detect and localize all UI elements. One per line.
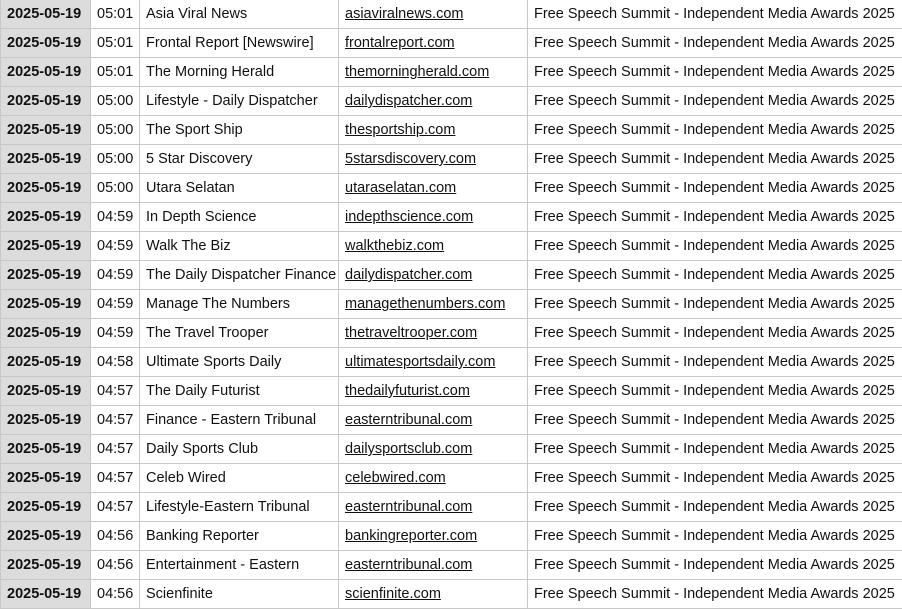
website-cell [339, 29, 528, 58]
website-link[interactable]: thedailyfuturist.com [345, 383, 470, 399]
outlet-name-cell: The Sport Ship [140, 116, 339, 145]
date-cell: 2025-05-19 [1, 58, 91, 87]
time-cell: 05:01 [91, 29, 140, 58]
website-cell [339, 522, 528, 551]
table-row [1, 87, 902, 116]
time-cell: 04:57 [91, 406, 140, 435]
website-link[interactable]: easterntribunal.com [345, 412, 472, 428]
website-cell [339, 87, 528, 116]
website-cell [339, 319, 528, 348]
website-link[interactable]: indepthscience.com [345, 209, 473, 225]
date-cell: 2025-05-19 [1, 29, 91, 58]
date-cell: 2025-05-19 [1, 406, 91, 435]
website-link[interactable]: thesportship.com [345, 122, 455, 138]
time-cell: 04:59 [91, 290, 140, 319]
time-cell: 04:59 [91, 261, 140, 290]
website-link[interactable]: ultimatesportsdaily.com [345, 354, 495, 370]
date-cell: 2025-05-19 [1, 0, 91, 29]
website-link[interactable]: walkthebiz.com [345, 238, 444, 254]
table-row [1, 493, 902, 522]
website-link[interactable]: celebwired.com [345, 470, 446, 486]
event-cell: Free Speech Summit - Independent Media Awards 2025 [528, 406, 902, 435]
table-row [1, 290, 902, 319]
event-cell: Free Speech Summit - Independent Media Awards 2025 [528, 203, 902, 232]
date-cell: 2025-05-19 [1, 87, 91, 116]
event-cell: Free Speech Summit - Independent Media Awards 2025 [528, 58, 902, 87]
date-cell: 2025-05-19 [1, 551, 91, 580]
time-cell: 05:00 [91, 174, 140, 203]
outlet-name-cell: Asia Viral News [140, 0, 339, 29]
coverage-table-body [1, 0, 902, 609]
date-cell: 2025-05-19 [1, 377, 91, 406]
outlet-name-cell: Finance - Eastern Tribunal [140, 406, 339, 435]
website-cell [339, 203, 528, 232]
date-cell: 2025-05-19 [1, 580, 91, 609]
website-cell [339, 377, 528, 406]
event-cell: Free Speech Summit - Independent Media Awards 2025 [528, 87, 902, 116]
event-cell: Free Speech Summit - Independent Media Awards 2025 [528, 116, 902, 145]
website-cell [339, 464, 528, 493]
outlet-name-cell: Banking Reporter [140, 522, 339, 551]
website-cell [339, 406, 528, 435]
date-cell: 2025-05-19 [1, 435, 91, 464]
website-link[interactable]: utaraselatan.com [345, 180, 456, 196]
event-cell: Free Speech Summit - Independent Media Awards 2025 [528, 377, 902, 406]
date-cell: 2025-05-19 [1, 493, 91, 522]
website-link[interactable]: asiaviralnews.com [345, 6, 463, 22]
outlet-name-cell: Lifestyle - Daily Dispatcher [140, 87, 339, 116]
time-cell: 04:58 [91, 348, 140, 377]
website-cell [339, 116, 528, 145]
website-link[interactable]: themorningherald.com [345, 64, 489, 80]
website-cell [339, 232, 528, 261]
website-link[interactable]: easterntribunal.com [345, 499, 472, 515]
outlet-name-cell: Utara Selatan [140, 174, 339, 203]
time-cell: 04:57 [91, 377, 140, 406]
table-row [1, 435, 902, 464]
time-cell: 05:01 [91, 0, 140, 29]
outlet-name-cell: Daily Sports Club [140, 435, 339, 464]
website-link[interactable]: bankingreporter.com [345, 528, 477, 544]
website-link[interactable]: easterntribunal.com [345, 557, 472, 573]
outlet-name-cell: Lifestyle-Eastern Tribunal [140, 493, 339, 522]
website-cell [339, 145, 528, 174]
date-cell: 2025-05-19 [1, 232, 91, 261]
time-cell: 04:59 [91, 319, 140, 348]
table-row [1, 145, 902, 174]
event-cell: Free Speech Summit - Independent Media Awards 2025 [528, 493, 902, 522]
outlet-name-cell: Celeb Wired [140, 464, 339, 493]
website-link[interactable]: dailysportsclub.com [345, 441, 472, 457]
website-cell [339, 261, 528, 290]
event-cell: Free Speech Summit - Independent Media Awards 2025 [528, 174, 902, 203]
date-cell: 2025-05-19 [1, 203, 91, 232]
website-link[interactable]: dailydispatcher.com [345, 267, 472, 283]
outlet-name-cell: 5 Star Discovery [140, 145, 339, 174]
time-cell: 04:57 [91, 464, 140, 493]
time-cell: 04:56 [91, 551, 140, 580]
website-cell [339, 348, 528, 377]
table-row [1, 58, 902, 87]
time-cell: 04:56 [91, 580, 140, 609]
table-row [1, 580, 902, 609]
event-cell: Free Speech Summit - Independent Media Awards 2025 [528, 29, 902, 58]
date-cell: 2025-05-19 [1, 261, 91, 290]
table-row [1, 319, 902, 348]
website-link[interactable]: scienfinite.com [345, 586, 441, 602]
outlet-name-cell: Entertainment - Eastern [140, 551, 339, 580]
outlet-name-cell: The Travel Trooper [140, 319, 339, 348]
outlet-name-cell: Frontal Report [Newswire] [140, 29, 339, 58]
date-cell: 2025-05-19 [1, 319, 91, 348]
time-cell: 05:00 [91, 145, 140, 174]
outlet-name-cell: The Daily Dispatcher Finance [140, 261, 339, 290]
event-cell: Free Speech Summit - Independent Media Awards 2025 [528, 319, 902, 348]
date-cell: 2025-05-19 [1, 522, 91, 551]
time-cell: 05:00 [91, 87, 140, 116]
date-cell: 2025-05-19 [1, 464, 91, 493]
website-cell [339, 580, 528, 609]
table-row [1, 0, 902, 29]
website-cell [339, 58, 528, 87]
outlet-name-cell: The Morning Herald [140, 58, 339, 87]
website-cell [339, 551, 528, 580]
time-cell: 05:00 [91, 116, 140, 145]
date-cell: 2025-05-19 [1, 145, 91, 174]
time-cell: 04:59 [91, 232, 140, 261]
outlet-name-cell: Walk The Biz [140, 232, 339, 261]
event-cell: Free Speech Summit - Independent Media Awards 2025 [528, 261, 902, 290]
table-row [1, 116, 902, 145]
website-link[interactable]: managethenumbers.com [345, 296, 505, 312]
event-cell: Free Speech Summit - Independent Media Awards 2025 [528, 580, 902, 609]
table-row [1, 464, 902, 493]
table-row [1, 377, 902, 406]
website-cell [339, 290, 528, 319]
table-row [1, 29, 902, 58]
date-cell: 2025-05-19 [1, 290, 91, 319]
event-cell: Free Speech Summit - Independent Media Awards 2025 [528, 0, 902, 29]
outlet-name-cell: Manage The Numbers [140, 290, 339, 319]
outlet-name-cell: The Daily Futurist [140, 377, 339, 406]
event-cell: Free Speech Summit - Independent Media Awards 2025 [528, 232, 902, 261]
outlet-name-cell: Ultimate Sports Daily [140, 348, 339, 377]
outlet-name-cell: In Depth Science [140, 203, 339, 232]
table-row [1, 174, 902, 203]
date-cell: 2025-05-19 [1, 348, 91, 377]
website-cell [339, 435, 528, 464]
table-row [1, 551, 902, 580]
outlet-name-cell: Scienfinite [140, 580, 339, 609]
time-cell: 04:57 [91, 435, 140, 464]
website-link[interactable]: thetraveltrooper.com [345, 325, 477, 341]
website-cell [339, 0, 528, 29]
table-row [1, 406, 902, 435]
table-row [1, 348, 902, 377]
event-cell: Free Speech Summit - Independent Media Awards 2025 [528, 522, 902, 551]
date-cell: 2025-05-19 [1, 116, 91, 145]
website-link[interactable]: 5starsdiscovery.com [345, 151, 476, 167]
event-cell: Free Speech Summit - Independent Media Awards 2025 [528, 145, 902, 174]
table-row [1, 203, 902, 232]
event-cell: Free Speech Summit - Independent Media Awards 2025 [528, 464, 902, 493]
event-cell: Free Speech Summit - Independent Media Awards 2025 [528, 290, 902, 319]
website-cell [339, 493, 528, 522]
event-cell: Free Speech Summit - Independent Media Awards 2025 [528, 435, 902, 464]
website-link[interactable]: frontalreport.com [345, 35, 455, 51]
table-row [1, 232, 902, 261]
time-cell: 05:01 [91, 58, 140, 87]
date-cell: 2025-05-19 [1, 174, 91, 203]
website-cell [339, 174, 528, 203]
event-cell: Free Speech Summit - Independent Media Awards 2025 [528, 551, 902, 580]
table-row [1, 522, 902, 551]
website-link[interactable]: dailydispatcher.com [345, 93, 472, 109]
time-cell: 04:59 [91, 203, 140, 232]
time-cell: 04:56 [91, 522, 140, 551]
table-row [1, 261, 902, 290]
event-cell: Free Speech Summit - Independent Media Awards 2025 [528, 348, 902, 377]
time-cell: 04:57 [91, 493, 140, 522]
